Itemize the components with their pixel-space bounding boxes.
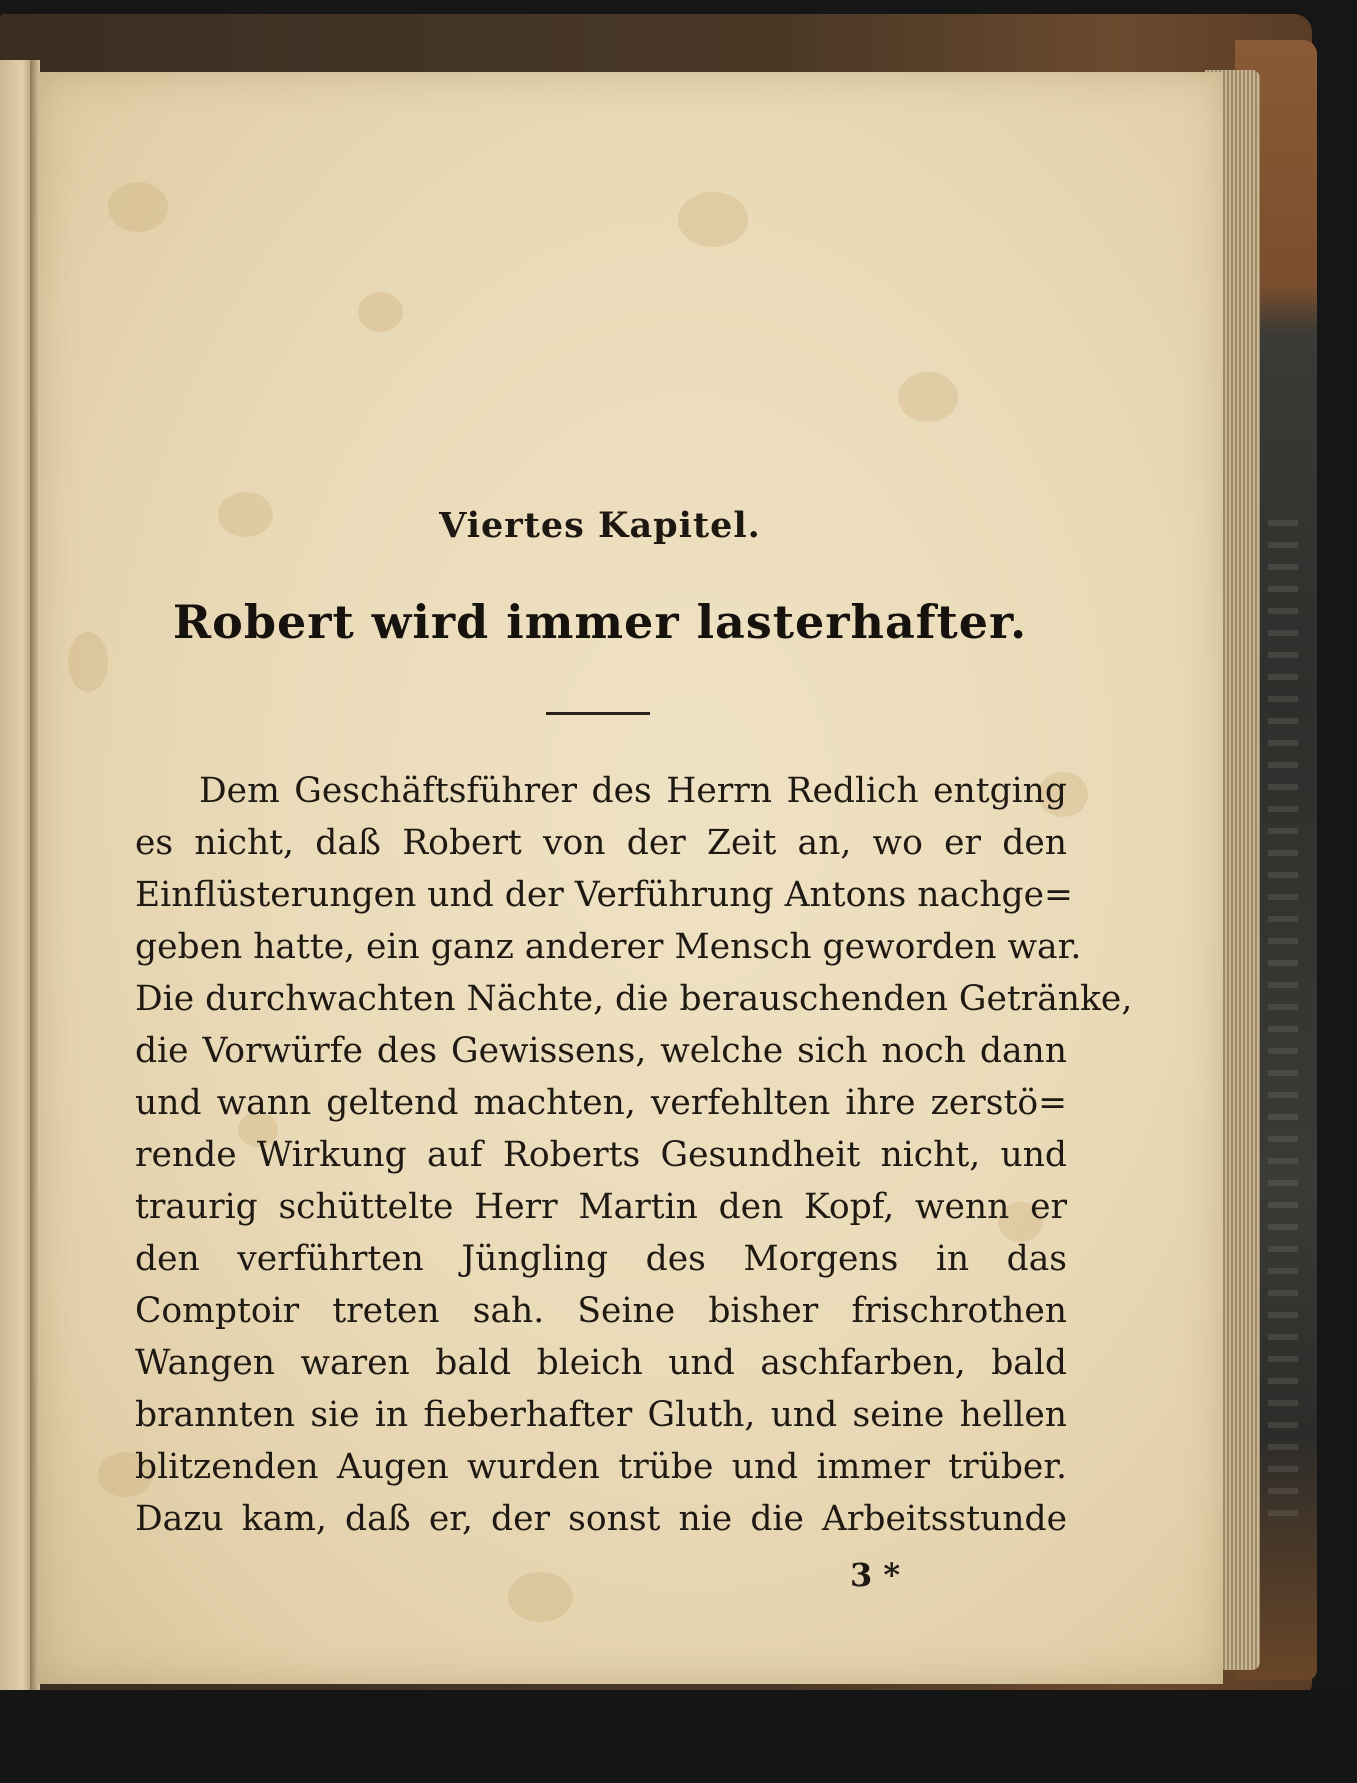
text-line: den verführten Jüngling des Morgens in das	[135, 1239, 1067, 1279]
text-line: die Vorwürfe des Gewissens, welche sich noch dann	[135, 1031, 1067, 1071]
spine-wear	[1268, 520, 1298, 1520]
foxing-stain	[898, 372, 958, 422]
text-line: Dazu kam, daß er, der sonst nie die Arbeitsstunde	[135, 1499, 1067, 1539]
text-line: brannten sie in fieberhafter Gluth, und seine hellen	[135, 1395, 1067, 1435]
text-line: traurig schüttelte Herr Martin den Kopf, wenn er	[135, 1187, 1067, 1227]
foxing-stain	[108, 182, 168, 232]
title-rule	[546, 712, 650, 715]
body-text	[135, 765, 1133, 1545]
foxing-stain	[678, 192, 748, 247]
chapter-number: Viertes Kapitel.	[439, 505, 761, 546]
foxing-stain	[358, 292, 403, 332]
text-line: blitzenden Augen wurden trübe und immer trüber.	[135, 1447, 1067, 1487]
left-facing-page	[0, 60, 32, 1700]
signature-mark: 3 *	[850, 1556, 901, 1594]
text-line: Die durchwachten Nächte, die berauschenden Getränke,	[135, 979, 1133, 1019]
text-line: Einflüsterungen und der Verführung Antons nachge=	[135, 875, 1073, 915]
text-line: Dem Geschäftsführer des Herrn Redlich entging	[199, 771, 1067, 811]
chapter-title: Robert wird immer lasterhafter.	[172, 595, 1028, 649]
text-line: Comptoir treten sah. Seine bisher frischrothen	[135, 1291, 1067, 1331]
text-line: Wangen waren bald bleich und aschfarben, bald	[135, 1343, 1067, 1383]
background-shadow	[0, 1690, 1357, 1783]
text-line: rende Wirkung auf Roberts Gesundheit nicht, und	[135, 1135, 1067, 1175]
text-line: geben hatte, ein ganz anderer Mensch geworden war.	[135, 927, 1082, 967]
text-line: und wann geltend machten, verfehlten ihre zerstö=	[135, 1083, 1067, 1123]
text-line: es nicht, daß Robert von der Zeit an, wo er den	[135, 823, 1067, 863]
foxing-stain	[508, 1572, 573, 1622]
